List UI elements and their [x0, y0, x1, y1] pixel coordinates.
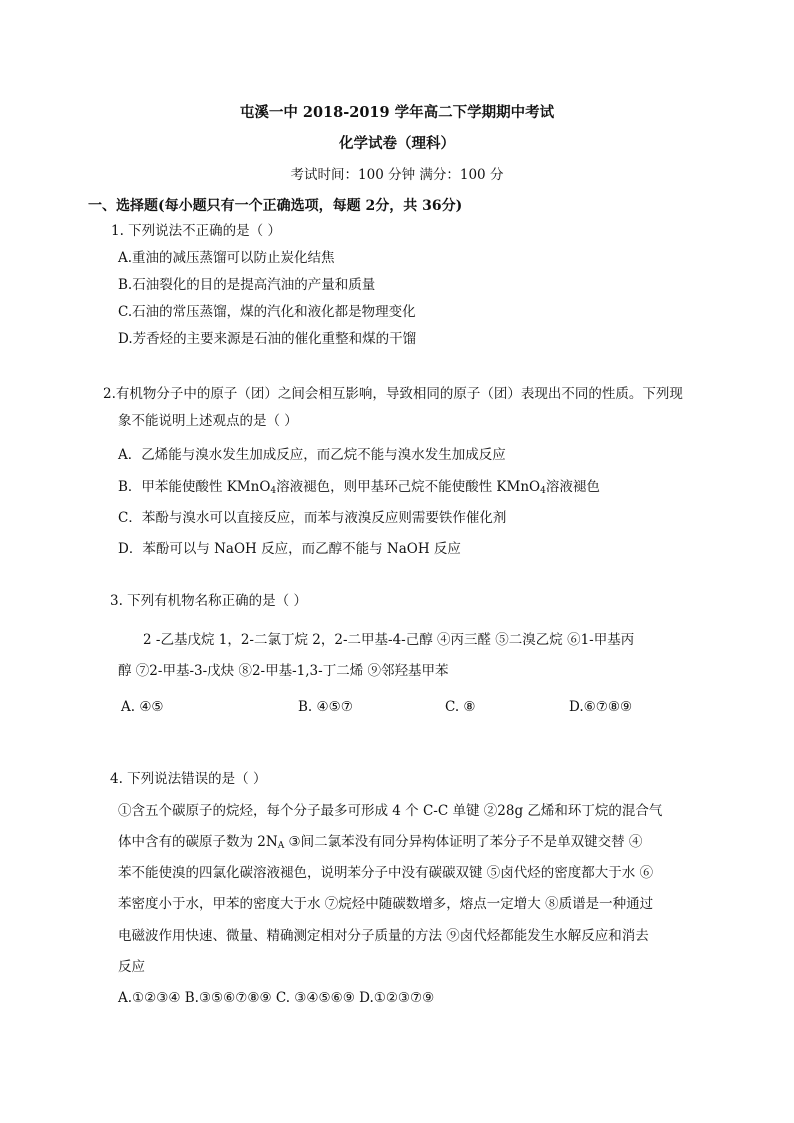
q1-option-b: B.石油裂化的目的是提高汽油的产量和质量	[118, 277, 376, 293]
q2-option-b-text1: B．甲苯能使酸性 KMnO	[118, 479, 271, 495]
q2-option-a: A．乙烯能与溴水发生加成反应，而乙烷不能与溴水发生加成反应	[118, 447, 506, 463]
q3-option-a: A. ④⑤	[121, 699, 164, 715]
q4-line6: 反应	[118, 959, 145, 975]
q2-option-b-subscript2: 4	[540, 486, 546, 496]
q4-line5: 电磁波作用快速、微量、精确测定相对分子质量的方法 ⑨卤代烃都能发生水解反应和消去	[118, 928, 649, 944]
exam-info: 考试时间：100 分钟 满分：100 分	[290, 167, 504, 183]
q3-line2: 醇 ⑦2-甲基-3-戊炔 ⑧2-甲基-1,3-丁二烯 ⑨邻羟基甲苯	[118, 663, 449, 679]
q2-option-d: D．苯酚可以与 NaOH 反应，而乙醇不能与 NaOH 反应	[118, 541, 461, 557]
section-heading: 一、选择题(每小题只有一个正确选项，每题 2分，共 36分)	[88, 198, 463, 214]
q3-option-b: B. ④⑤⑦	[298, 699, 353, 715]
q1-stem: 1. 下列说法不正确的是（ ）	[111, 223, 281, 239]
q4-stem: 4. 下列说法错误的是（ ）	[110, 771, 267, 787]
exam-title: 屯溪一中 2018-2019 学年高二下学期期中考试	[239, 104, 555, 121]
q2-option-b-text2: 溶液褪色，则甲基环己烷不能使酸性 KMnO	[276, 479, 541, 495]
q4-line1: ①含五个碳原子的烷烃，每个分子最多可形成 4 个 C-C 单键 ②28g 乙烯和环丁烷的混合气	[118, 803, 663, 819]
q4-line2-text1: 体中含有的碳原子数为 2N	[118, 834, 278, 850]
q4-line2-subscript: A	[277, 841, 285, 851]
q1-option-a: A.重油的减压蒸馏可以防止炭化结焦	[118, 250, 335, 266]
q3-line1: 2 -乙基戊烷 1，2-二氯丁烷 2，2-二甲基-4-己醇 ④丙三醛 ⑤二溴乙烷 ⑥1-甲基丙	[143, 632, 635, 648]
q4-line2	[118, 833, 642, 855]
q2-option-c: C．苯酚与溴水可以直接反应，而苯与液溴反应则需要铁作催化剂	[118, 510, 507, 526]
q3-option-d: D.⑥⑦⑧⑨	[569, 699, 633, 715]
q2-stem-line2: 象不能说明上述观点的是（ ）	[118, 413, 298, 429]
q3-stem: 3. 下列有机物名称正确的是（ ）	[110, 593, 307, 609]
q1-option-d: D.芳香烃的主要来源是石油的催化重整和煤的干馏	[118, 331, 417, 347]
q4-line2-text2: ③间二氯苯没有同分异构体证明了苯分子不是单双键交替 ④	[284, 834, 643, 850]
q2-stem-line1: 2.有机物分子中的原子（团）之间会相互影响，导致相同的原子（团）表现出不同的性质。下列现	[103, 386, 683, 402]
q4-options: A.①②③④ B.③⑤⑥⑦⑧⑨ C. ③④⑤⑥⑨ D.①②③⑦⑨	[118, 990, 435, 1006]
q3-option-c: C. ⑧	[445, 699, 476, 715]
q2-option-b-subscript1: 4	[270, 486, 277, 496]
exam-subtitle: 化学试卷（理科）	[339, 135, 455, 152]
q2-option-b-text3: 溶液褪色	[545, 479, 600, 495]
q4-line4: 苯密度小于水，甲苯的密度大于水 ⑦烷烃中随碳数增多，熔点一定增大 ⑧质谱是一种通过	[118, 896, 654, 912]
q2-option-b	[118, 478, 600, 500]
q1-option-c: C.石油的常压蒸馏，煤的汽化和液化都是物理变化	[118, 304, 416, 320]
q4-line3: 苯不能使溴的四氯化碳溶液褪色，说明苯分子中没有碳碳双键 ⑤卤代烃的密度都大于水 ⑥	[118, 865, 654, 881]
